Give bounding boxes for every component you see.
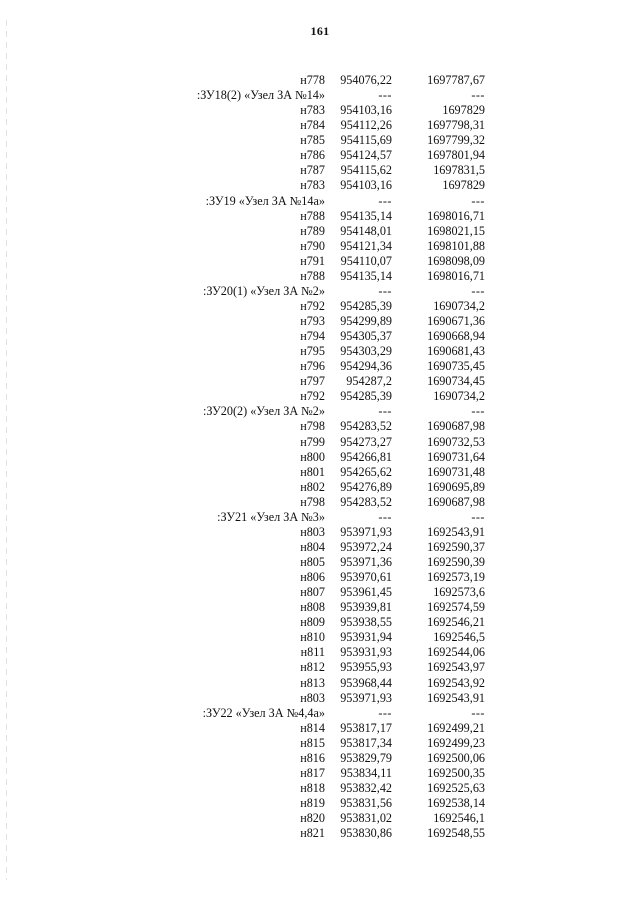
- point-label: н793: [300, 314, 325, 328]
- y-coordinate: 1690687,98: [427, 419, 485, 434]
- table-row: [160, 480, 490, 495]
- y-coordinate: 1697798,31: [427, 118, 485, 133]
- x-coordinate: 954148,01: [340, 223, 392, 238]
- point-label: н820: [300, 811, 325, 826]
- y-coordinate: 1692574,59: [427, 600, 485, 615]
- x-coordinate: 953961,45: [340, 585, 392, 600]
- x-coordinate: ---: [378, 193, 392, 208]
- x-coordinate: 953970,61: [340, 570, 392, 585]
- page-number: 161: [310, 24, 330, 38]
- x-coordinate: 954273,27: [340, 434, 392, 449]
- point-label: н786: [300, 148, 325, 163]
- x-coordinate: 953971,93: [340, 524, 392, 539]
- y-coordinate: ---: [471, 88, 485, 103]
- point-label: н813: [300, 675, 325, 690]
- y-coordinate: 1692525,63: [427, 780, 485, 795]
- section-header-row: [160, 284, 490, 299]
- table-row: [160, 239, 490, 254]
- x-coordinate: 954287,2: [346, 374, 392, 389]
- point-label: н798: [300, 419, 325, 434]
- section-title: :ЗУ21 «Узел ЗА №3»: [217, 509, 325, 524]
- y-coordinate: ---: [471, 509, 485, 524]
- table-row: [160, 525, 490, 540]
- y-coordinate: 1692590,39: [427, 555, 485, 569]
- x-coordinate: 953938,55: [340, 615, 392, 630]
- point-label: н797: [300, 374, 325, 389]
- y-coordinate: 1692544,06: [427, 645, 485, 660]
- table-row: [160, 796, 490, 811]
- table-row: [160, 359, 490, 374]
- point-label: н806: [300, 570, 325, 585]
- y-coordinate: 1690734,2: [433, 389, 485, 404]
- point-label: н810: [300, 630, 325, 645]
- y-coordinate: ---: [471, 705, 485, 720]
- x-coordinate: 954103,16: [340, 178, 392, 193]
- table-row: [160, 73, 490, 88]
- x-coordinate: 954283,52: [340, 419, 392, 434]
- table-row: [160, 736, 490, 751]
- point-label: н802: [300, 479, 325, 494]
- y-coordinate: ---: [471, 404, 485, 419]
- point-label: н783: [300, 178, 325, 193]
- table-row: [160, 781, 490, 796]
- section-header-row: [160, 404, 490, 419]
- point-label: н795: [300, 344, 325, 359]
- x-coordinate: ---: [378, 705, 392, 720]
- x-coordinate: 953829,79: [340, 750, 392, 765]
- x-coordinate: 953939,81: [340, 600, 392, 615]
- x-coordinate: 953971,36: [340, 555, 392, 569]
- y-coordinate: 1692546,5: [433, 630, 485, 645]
- y-coordinate: 1692499,23: [427, 735, 485, 750]
- y-coordinate: 1690668,94: [427, 329, 485, 344]
- table-row: [160, 329, 490, 344]
- table-row: [160, 676, 490, 691]
- x-coordinate: 954135,14: [340, 208, 392, 223]
- point-label: н808: [300, 600, 325, 615]
- table-row: [160, 118, 490, 133]
- x-coordinate: 953831,02: [340, 811, 392, 826]
- y-coordinate: 1697829: [442, 103, 485, 118]
- x-coordinate: 954124,57: [340, 148, 392, 163]
- y-coordinate: 1690735,45: [427, 359, 485, 374]
- table-row: [160, 163, 490, 178]
- x-coordinate: 953832,42: [340, 780, 392, 795]
- point-label: н787: [300, 163, 325, 178]
- point-label: н814: [300, 720, 325, 735]
- x-coordinate: 953971,93: [340, 690, 392, 705]
- y-coordinate: 1692573,19: [427, 570, 485, 585]
- point-label: н818: [300, 780, 325, 795]
- x-coordinate: ---: [378, 283, 392, 298]
- point-label: н791: [300, 253, 325, 268]
- x-coordinate: 953830,86: [340, 826, 392, 841]
- x-coordinate: 954115,69: [340, 133, 392, 148]
- point-label: н807: [300, 585, 325, 600]
- point-label: н788: [300, 208, 325, 223]
- point-label: н783: [300, 103, 325, 118]
- table-row: [160, 148, 490, 163]
- x-coordinate: 953817,34: [340, 735, 392, 750]
- table-row: [160, 224, 490, 239]
- y-coordinate: 1692499,21: [427, 720, 485, 735]
- x-coordinate: 954121,34: [340, 238, 392, 253]
- x-coordinate: 954283,52: [340, 494, 392, 509]
- y-coordinate: 1697831,5: [433, 163, 485, 178]
- x-coordinate: ---: [378, 88, 392, 103]
- y-coordinate: 1697799,32: [427, 133, 485, 148]
- y-coordinate: ---: [471, 283, 485, 298]
- point-label: н803: [300, 524, 325, 539]
- table-row: [160, 254, 490, 269]
- x-coordinate: 953931,94: [340, 630, 392, 645]
- table-row: [160, 465, 490, 480]
- point-label: н819: [300, 796, 325, 810]
- y-coordinate: 1692546,1: [433, 811, 485, 826]
- table-row: [160, 450, 490, 465]
- table-row: [160, 645, 490, 660]
- point-label: н784: [300, 118, 325, 133]
- table-row: [160, 344, 490, 359]
- x-coordinate: 953972,24: [340, 539, 392, 554]
- coordinates-table: [160, 73, 490, 841]
- y-coordinate: 1690734,45: [427, 374, 485, 389]
- scan-edge-line: [6, 20, 7, 880]
- section-header-row: [160, 706, 490, 721]
- y-coordinate: 1698101,88: [427, 238, 485, 253]
- x-coordinate: 953831,56: [340, 796, 392, 810]
- table-row: [160, 751, 490, 766]
- x-coordinate: 954285,39: [340, 389, 392, 404]
- table-row: [160, 269, 490, 284]
- point-label: н789: [300, 223, 325, 238]
- y-coordinate: 1690732,53: [427, 434, 485, 449]
- point-label: н792: [300, 389, 325, 404]
- table-row: [160, 570, 490, 585]
- table-row: [160, 419, 490, 434]
- x-coordinate: 953834,11: [340, 765, 392, 780]
- point-label: н790: [300, 238, 325, 253]
- table-row: [160, 103, 490, 118]
- section-header-row: [160, 510, 490, 525]
- table-row: [160, 374, 490, 389]
- y-coordinate: 1692573,6: [433, 585, 485, 600]
- y-coordinate: ---: [471, 193, 485, 208]
- table-row: [160, 811, 490, 826]
- point-label: н800: [300, 449, 325, 464]
- table-row: [160, 435, 490, 450]
- point-label: н794: [300, 329, 325, 344]
- x-coordinate: 954112,26: [340, 118, 392, 133]
- table-row: [160, 299, 490, 314]
- section-title: :ЗУ18(2) «Узел ЗА №14»: [196, 88, 325, 103]
- y-coordinate: 1692548,55: [427, 826, 485, 841]
- x-coordinate: 954135,14: [340, 268, 392, 283]
- point-label: н811: [300, 645, 325, 660]
- y-coordinate: 1692500,06: [427, 750, 485, 765]
- y-coordinate: 1697829: [442, 178, 485, 193]
- point-label: н796: [300, 359, 325, 374]
- y-coordinate: 1692543,91: [427, 524, 485, 539]
- section-title: :ЗУ20(1) «Узел ЗА №2»: [202, 283, 325, 298]
- point-label: н785: [300, 133, 325, 148]
- section-title: :ЗУ20(2) «Узел ЗА №2»: [202, 404, 325, 419]
- y-coordinate: 1690734,2: [433, 298, 485, 313]
- x-coordinate: ---: [378, 404, 392, 419]
- y-coordinate: 1690695,89: [427, 479, 485, 494]
- y-coordinate: 1690671,36: [427, 314, 485, 328]
- table-row: [160, 555, 490, 570]
- table-row: [160, 721, 490, 736]
- y-coordinate: 1692538,14: [427, 796, 485, 810]
- y-coordinate: 1692500,35: [427, 765, 485, 780]
- x-coordinate: ---: [378, 509, 392, 524]
- y-coordinate: 1698098,09: [427, 253, 485, 268]
- y-coordinate: 1692546,21: [427, 615, 485, 630]
- y-coordinate: 1698021,15: [427, 223, 485, 238]
- table-row: [160, 495, 490, 510]
- point-label: н788: [300, 268, 325, 283]
- y-coordinate: 1697787,67: [427, 73, 485, 87]
- point-label: н778: [300, 73, 325, 87]
- y-coordinate: 1698016,71: [427, 208, 485, 223]
- point-label: н816: [300, 750, 325, 765]
- table-row: [160, 133, 490, 148]
- y-coordinate: 1692543,97: [427, 660, 485, 675]
- x-coordinate: 954076,22: [340, 73, 392, 87]
- point-label: н821: [300, 826, 325, 841]
- x-coordinate: 954285,39: [340, 298, 392, 313]
- point-label: н798: [300, 494, 325, 509]
- x-coordinate: 954305,37: [340, 329, 392, 344]
- table-row: [160, 615, 490, 630]
- table-row: [160, 630, 490, 645]
- section-header-row: [160, 88, 490, 103]
- table-row: [160, 585, 490, 600]
- point-label: н792: [300, 298, 325, 313]
- section-title: :ЗУ22 «Узел ЗА №4,4а»: [202, 705, 325, 720]
- section-title: :ЗУ19 «Узел ЗА №14а»: [205, 193, 325, 208]
- y-coordinate: 1692590,37: [427, 539, 485, 554]
- point-label: н809: [300, 615, 325, 630]
- x-coordinate: 953968,44: [340, 675, 392, 690]
- y-coordinate: 1690731,48: [427, 464, 485, 479]
- y-coordinate: 1690731,64: [427, 449, 485, 464]
- point-label: н801: [300, 464, 325, 479]
- point-label: н803: [300, 690, 325, 705]
- point-label: н812: [300, 660, 325, 675]
- point-label: н805: [300, 555, 325, 569]
- point-label: н799: [300, 434, 325, 449]
- y-coordinate: 1698016,71: [427, 268, 485, 283]
- x-coordinate: 954266,81: [340, 449, 392, 464]
- x-coordinate: 954303,29: [340, 344, 392, 359]
- y-coordinate: 1692543,92: [427, 675, 485, 690]
- x-coordinate: 954115,62: [340, 163, 392, 178]
- table-row: [160, 314, 490, 329]
- y-coordinate: 1697801,94: [427, 148, 485, 163]
- point-label: н815: [300, 735, 325, 750]
- x-coordinate: 954276,89: [340, 479, 392, 494]
- table-row: [160, 766, 490, 781]
- table-row: [160, 209, 490, 224]
- y-coordinate: 1692543,91: [427, 690, 485, 705]
- x-coordinate: 954294,36: [340, 359, 392, 374]
- x-coordinate: 953817,17: [340, 720, 392, 735]
- point-label: н804: [300, 539, 325, 554]
- x-coordinate: 954103,16: [340, 103, 392, 118]
- y-coordinate: 1690681,43: [427, 344, 485, 359]
- table-row: [160, 660, 490, 675]
- x-coordinate: 953931,93: [340, 645, 392, 660]
- table-row: [160, 389, 490, 404]
- table-row: [160, 178, 490, 193]
- table-row: [160, 691, 490, 706]
- table-row: [160, 600, 490, 615]
- y-coordinate: 1690687,98: [427, 494, 485, 509]
- x-coordinate: 954110,07: [340, 253, 392, 268]
- section-header-row: [160, 194, 490, 209]
- x-coordinate: 953955,93: [340, 660, 392, 675]
- table-row: [160, 826, 490, 841]
- x-coordinate: 954299,89: [340, 314, 392, 328]
- table-row: [160, 540, 490, 555]
- x-coordinate: 954265,62: [340, 464, 392, 479]
- point-label: н817: [300, 765, 325, 780]
